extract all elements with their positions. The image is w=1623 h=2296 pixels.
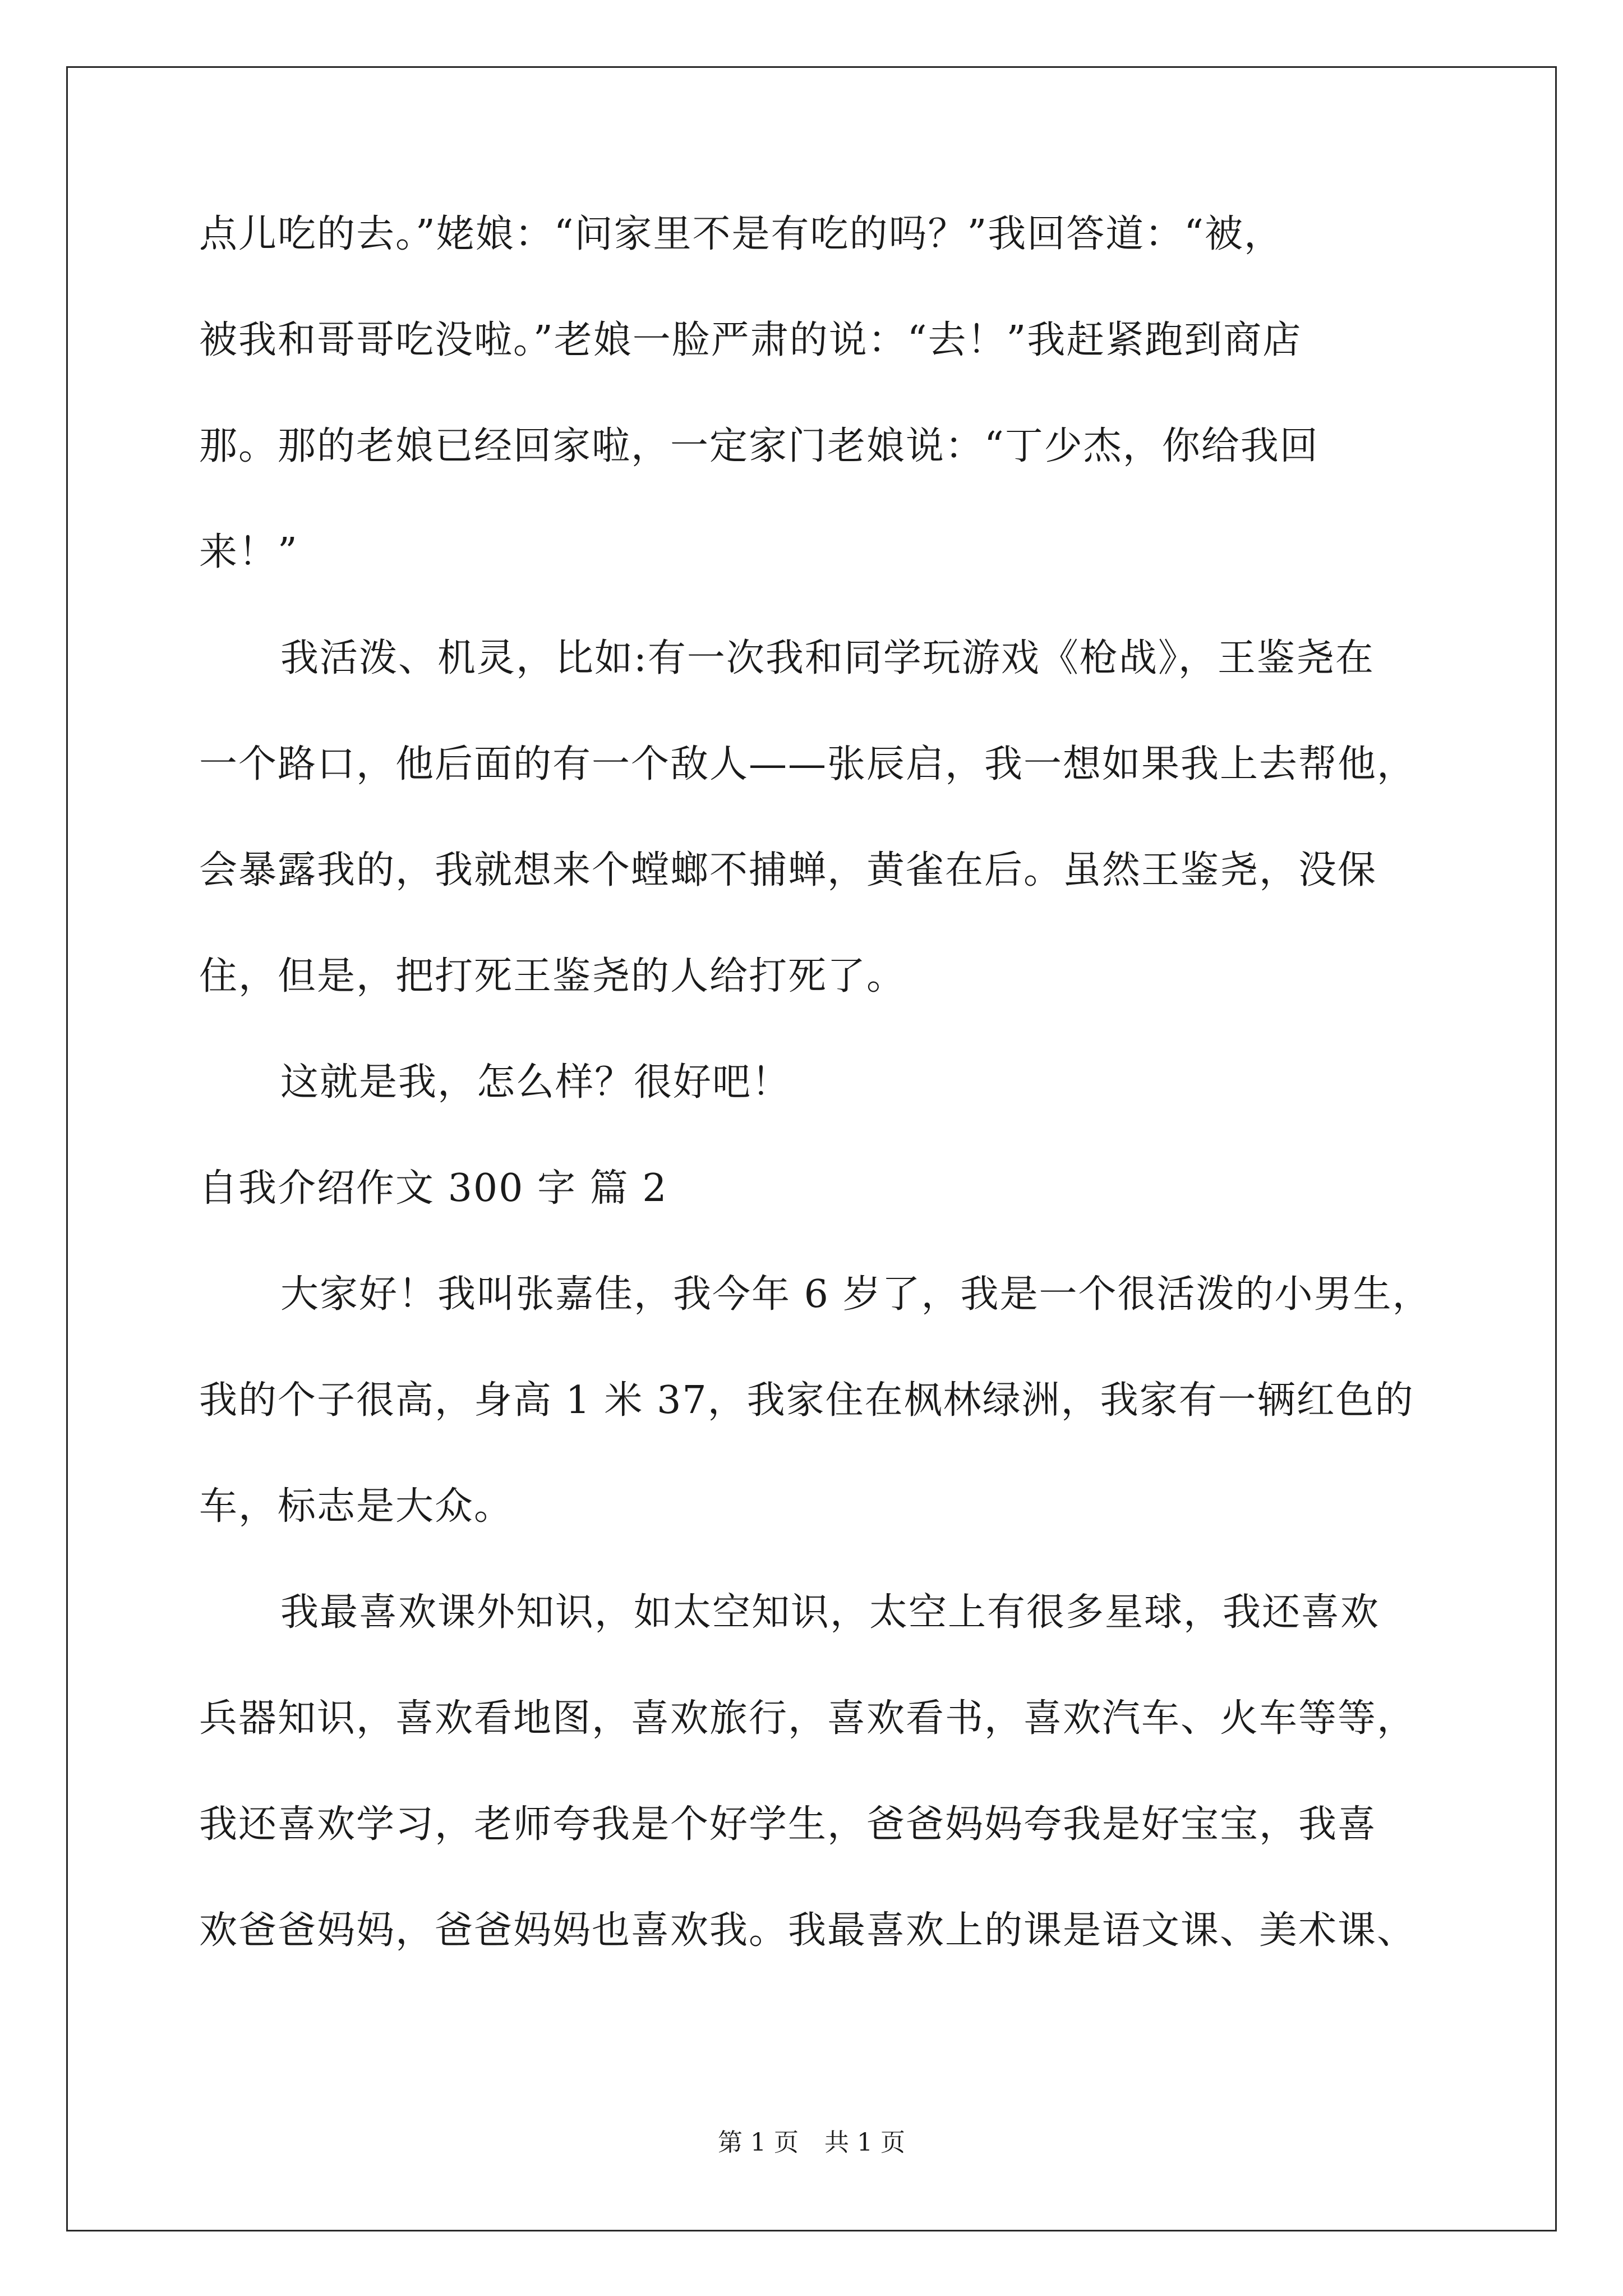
- text-line-7: 会暴露我的，我就想来个螳螂不捕蝉，黄雀在后。虽然王鉴尧，没保: [199, 848, 1377, 892]
- text-line-1: 点儿吃的去。”姥娘：“问家里不是有吃的吗？”我回答道：“被，: [199, 212, 1284, 256]
- text-line-15: 兵器知识，喜欢看地图，喜欢旅行，喜欢看书，喜欢汽车、火车等等，: [199, 1696, 1417, 1741]
- document-body: [199, 208, 1455, 1958]
- paragraph-start-line: 大家好！我叫张嘉佳，我今年 6 岁了，我是一个很活泼的小男生，: [280, 1272, 1432, 1317]
- paragraph-start-line: 我最喜欢课外知识，如太空知识，太空上有很多星球，我还喜欢: [280, 1590, 1380, 1635]
- page-number-current: 第 1 页: [718, 2128, 799, 2157]
- text-line-16: 我还喜欢学习，老师夸我是个好学生，爸爸妈妈夸我是好宝宝，我喜: [199, 1802, 1377, 1847]
- text-line-4: 来！”: [199, 530, 298, 574]
- text-line-6: 一个路口，他后面的有一个敌人——张辰启，我一想如果我上去帮他，: [199, 742, 1417, 786]
- page-number-total: 共 1 页: [824, 2128, 905, 2157]
- text-line-2: 被我和哥哥吃没啦。”老娘一脸严肃的说：“去！”我赶紧跑到商店: [199, 318, 1302, 362]
- paragraph-start-line: 我活泼、机灵，比如:有一次我和同学玩游戏《枪战》，王鉴尧在: [280, 636, 1375, 680]
- text-line-13: 车，标志是大众。: [199, 1484, 514, 1529]
- text-line-12: 我的个子很高，身高 1 米 37，我家住在枫林绿洲，我家有一辆红色的: [199, 1378, 1414, 1423]
- text-line-17: 欢爸爸妈妈，爸爸妈妈也喜欢我。我最喜欢上的课是语文课、美术课、: [199, 1908, 1417, 1953]
- page-footer: [0, 2126, 1623, 2160]
- section-heading: 自我介绍作文 300 字 篇 2: [199, 1166, 668, 1211]
- text-line-8: 住，但是，把打死王鉴尧的人给打死了。: [199, 954, 906, 999]
- paragraph-start-line: 这就是我，怎么样？很好吧！: [280, 1060, 791, 1105]
- text-line-3: 那。那的老娘已经回家啦，一定家门老娘说：“丁少杰，你给我回: [199, 424, 1319, 468]
